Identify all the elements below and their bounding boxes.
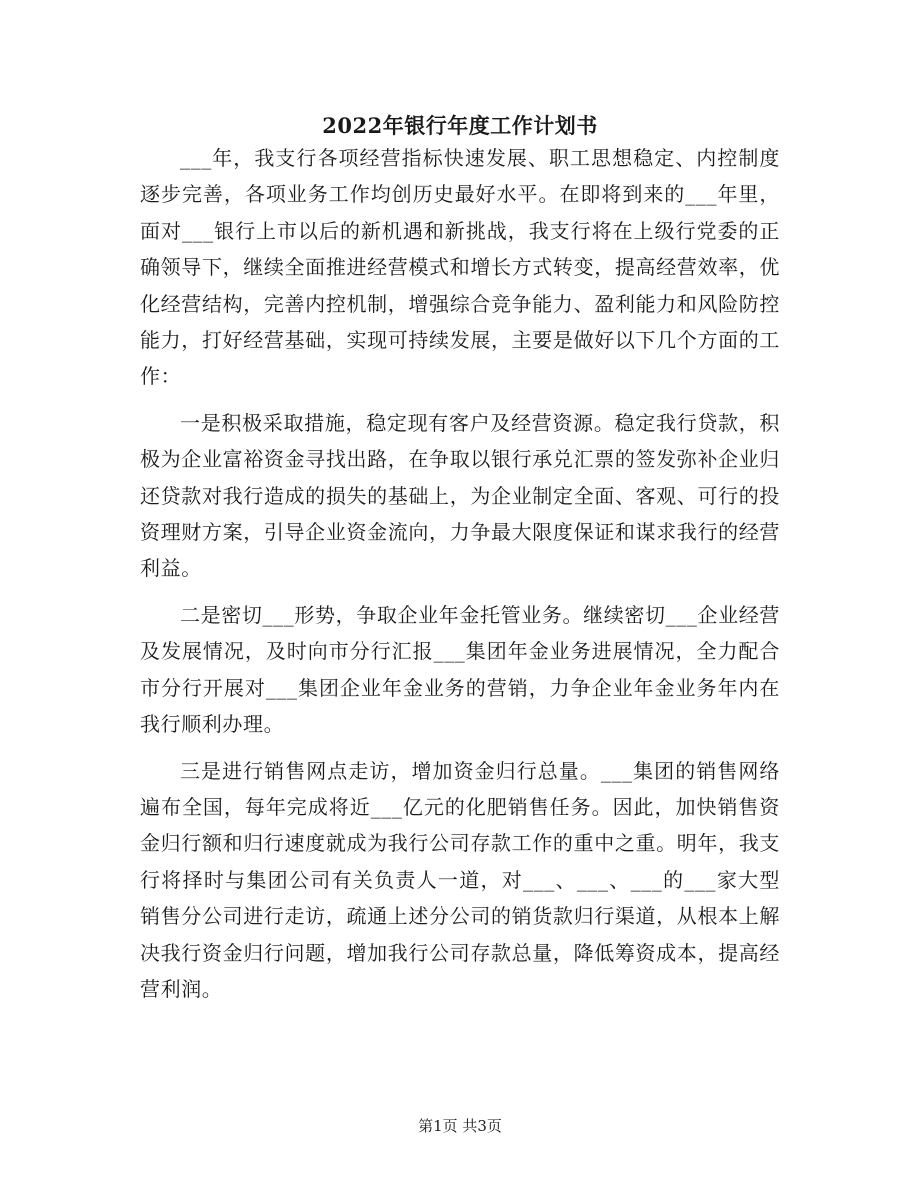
document-title: 2022年银行年度工作计划书 [322,113,598,138]
paragraph-two: 二是密切___形势，争取企业年金托管业务。继续密切___企业经营及发展情况，及时向市分行汇报___集团年金业务进展情况，全力配合市分行开展对___集团企业年金业务的营销，力争企业年金业务年内在我行顺利办理。 [140,602,780,737]
page-number-footer: 第1页 共3页 [418,1117,502,1135]
paragraph-three: 三是进行销售网点走访，增加资金归行总量。___集团的销售网络遍布全国，每年完成将近___亿元的化肥销售任务。因此，加快销售资金归行额和归行速度就成为我行公司存款工作的重中之重。明年，我支行将择时与集团公司有关负责人一道，对___、___、___的___家大型销售分公司进行走访，疏通上述分公司的销货款归行渠道，从根本上解决我行资金归行问题，增加我行公司存款总量，降低筹资成本，提高经营利润。 [140,758,780,1001]
paragraph-one: 一是积极采取措施，稳定现有客户及经营资源。稳定我行贷款，积极为企业富裕资金寻找出路，在争取以银行承兑汇票的签发弥补企业归还贷款对我行造成的损失的基础上，为企业制定全面、客观、可行的投资理财方案，引导企业资金流向，力争最大限度保证和谋求我行的经营利益。 [140,410,780,581]
document-body [140,140,780,1017]
paragraph-intro: ___年，我支行各项经营指标快速发展、职工思想稳定、内控制度逐步完善，各项业务工作均创历史最好水平。在即将到来的___年里，面对___银行上市以后的新机遇和新挑战，我支行将在上级行党委的正确领导下，继续全面推进经营模式和增长方式转变，提高经营效率，优化经营结构，完善内控机制，增强综合竞争能力、盈利能力和风险防控能力，打好经营基础，实现可持续发展，主要是做好以下几个方面的工作： [140,146,780,389]
